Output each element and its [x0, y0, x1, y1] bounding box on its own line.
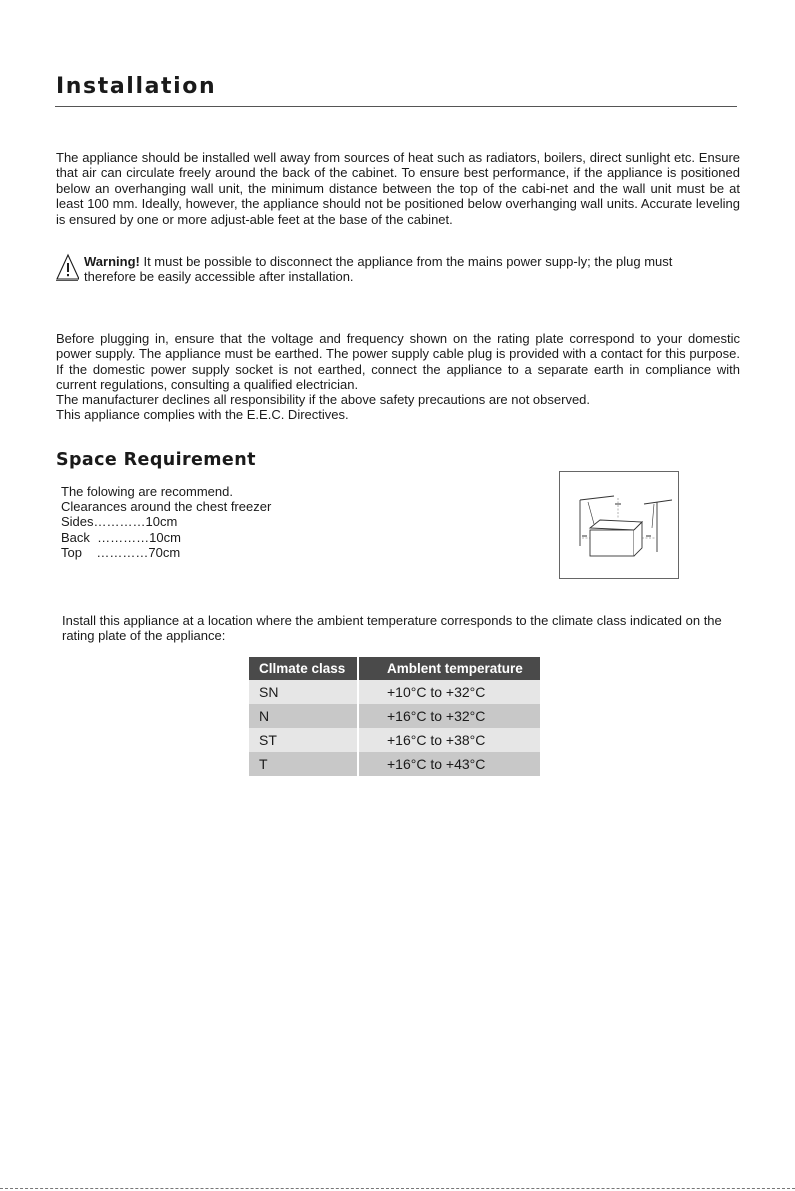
chest-freezer-diagram [560, 472, 678, 578]
title-divider [55, 106, 737, 107]
warning-text-line2: therefore be easily accessible after installation. [84, 269, 354, 285]
warning-triangle-icon [55, 253, 79, 281]
climate-class-cell: T [249, 752, 358, 776]
space-line-back: Back …………10cm [61, 529, 181, 545]
warning-note [84, 254, 740, 285]
climate-intro: Install this appliance at a location where the ambient temperature corresponds to the climate class indicated on the rating plate of the appliance: [62, 613, 722, 644]
table-row [249, 728, 540, 752]
header-climate-class: Cllmate class [249, 657, 358, 680]
temperature-range-cell: +16°C to +43°C [358, 752, 540, 776]
page-cut-line [0, 1188, 795, 1189]
space-requirement-list [61, 484, 271, 560]
electrical-paragraph: Before plugging in, ensure that the voltage and frequency shown on the rating plate correspond to your domestic power supply. The appliance must be earthed. The power supply cable plug is provided with a contact for this purpose. If the domestic power supply socket is not earthed, connect the appliance to a separate earth in compliance with current regulations, consulting a qualified electrician. [56, 331, 740, 393]
page-title: Installation [56, 74, 217, 99]
climate-class-table [249, 657, 540, 776]
warning-label: Warning! [84, 254, 140, 269]
table-header-row [249, 657, 540, 680]
table-row [249, 704, 540, 728]
climate-class-cell: N [249, 704, 358, 728]
warning-text-line1: It must be possible to disconnect the appliance from the mains power supp-ly; the plug must [139, 254, 673, 269]
space-line-sides: Sides…………10cm [61, 514, 178, 530]
climate-class-cell: ST [249, 728, 358, 752]
placement-paragraph: The appliance should be installed well away from sources of heat such as radiators, boilers, direct sunlight etc. Ensure that air can circulate freely around the back of the cabinet. To ensure best performance, if the appliance is positioned below an overhanging wall unit, the minimum distance between the top of the cabi-net and the wall unit must be at least 100 mm. Ideally, however, the appliance should not be positioned below overhanging wall units. Accurate leveling is ensured by one or more adjust-able feet at the base of the cabinet. [56, 150, 740, 227]
climate-class-cell: SN [249, 680, 358, 704]
space-line-top: Top …………70cm [61, 544, 181, 560]
space-line: Clearances around the chest freezer [61, 499, 272, 515]
responsibility-line: The manufacturer declines all responsibility if the above safety precautions are not observed. [56, 392, 591, 407]
directives-line: This appliance complies with the E.E.C. Directives. [56, 407, 349, 422]
table-row [249, 752, 540, 776]
temperature-range-cell: +10°C to +32°C [358, 680, 540, 704]
space-line: The folowing are recommend. [61, 484, 233, 499]
table-row [249, 680, 540, 704]
clearance-illustration [559, 471, 679, 579]
space-requirement-heading: Space Requirement [56, 450, 256, 470]
temperature-range-cell: +16°C to +32°C [358, 704, 540, 728]
temperature-range-cell: +16°C to +38°C [358, 728, 540, 752]
header-ambient-temperature: Amblent temperature [358, 657, 540, 680]
